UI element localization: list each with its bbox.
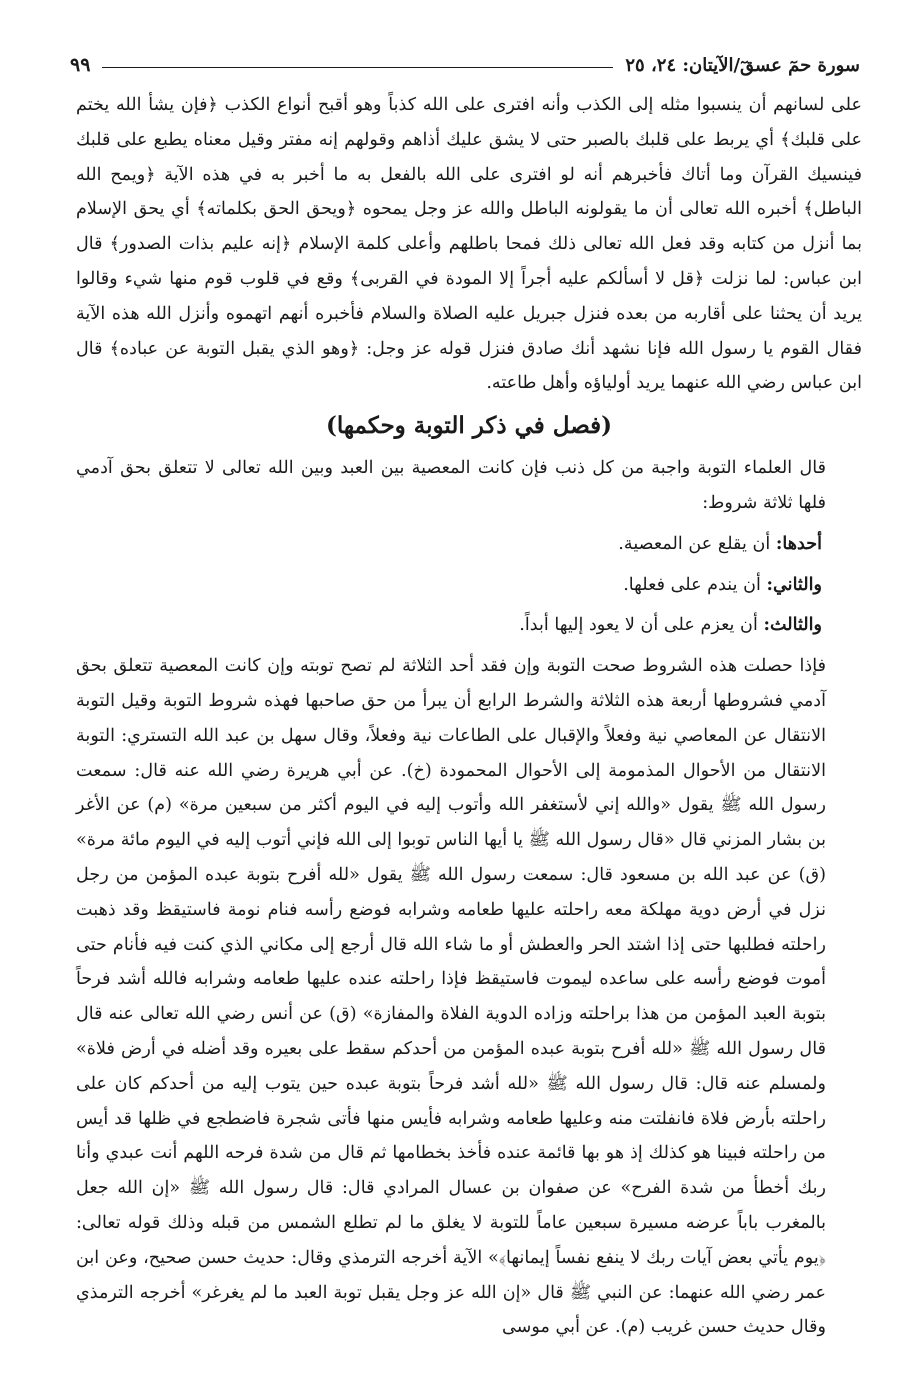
condition-item	[76, 608, 862, 643]
repentance-intro: قال العلماء التوبة واجبة من كل ذنب فإن كانت المعصية بين العبد وبين الله تعالى لا تتعلق بحق آدمي فلها ثلاثة شروط:	[76, 458, 826, 513]
header-rule	[102, 67, 613, 68]
main-paragraph: فإذا حصلت هذه الشروط صحت التوبة وإن فقد أحد الثلاثة لم تصح توبته وإن كانت المعصية تتعلق بحق آدمي فشروطها أربعة هذه الثلاثة والشرط الرابع أن يبرأ من حق صاحبها فهذه شروط التوبة وقيل التوبة الانتقال عن المعاصي نية وفعلاً والإقبال على الطاعات نية وفعلاً، وقال سهل بن عبد الله التستري: التوبة الانتقال من الأحوال المذمومة إلى الأحوال المحمودة (خ). عن أبي هريرة رضي الله عنه قال: سمعت رسول الله ﷺ يقول «والله إني لأستغفر الله وأتوب إليه في اليوم أكثر من سبعين مرة» (م) عن الأغر بن بشار المزني قال «قال رسول الله ﷺ يا أيها الناس توبوا إلى الله فإني أتوب إليه في اليوم مائة مرة» (ق) عن عبد الله بن مسعود قال: سمعت رسول الله ﷺ يقول «لله أفرح بتوبة عبده المؤمن من رجل نزل في أرض دوية مهلكة معه راحلته عليها طعامه وشرابه فوضع رأسه فنام نومة فاستيقظ وقد ذهبت راحلته فطلبها حتى إذا اشتد الحر والعطش أو ما شاء الله قال أرجع إلى مكاني الذي كنت فيه فأنام حتى أموت فوضع رأسه على ساعده ليموت فاستيقظ فإذا راحلته عنده عليها طعامه وشرابه فالله أشد فرحاً بتوبة العبد المؤمن من هذا براحلته وزاده الدوية الفلاة والمفازة» (ق) عن أنس رضي الله تعالى عنه قال قال رسول الله ﷺ «لله أفرح بتوبة عبده المؤمن من أحدكم سقط على بعيره وقد أضله في أرض فلاة» ولمسلم عنه قال: قال رسول الله ﷺ «لله أشد فرحاً بتوبة عبده حين يتوب إليه من أحدكم كان على راحلته بأرض فلاة فانفلتت منه وعليها طعامه وشرابه فأيس منها فأتى شجرة فاضطجع في ظلها قد أيس من راحلته فبينا هو كذلك إذ هو بها قائمة عنده فأخذ بخطامها ثم قال من شدة فرحه اللهم أنت عبدي وأنا ربك أخطأ من شدة الفرح» عن صفوان بن عسال المرادي قال: قال رسول الله ﷺ «إن الله جعل بالمغرب باباً عرضه مسيرة سبعين عاماً للتوبة لا يغلق ما لم تطلع الشمس من قبله وذلك قوله تعالى: ﴿يوم يأتي بعض آيات ربك لا ينفع نفساً إيمانها﴾» الآية أخرجه الترمذي وقال: حديث حسن صحيح، وعن ابن عمر رضي الله عنهما: عن النبي ﷺ قال «إن الله عز وجل يقبل توبة العبد ما لم يغرغر» أخرجه الترمذي وقال حديث حسن غريب (م). عن أبي موسى	[76, 656, 826, 1338]
condition-text: أن يندم على فعلها.	[623, 574, 761, 595]
page-number: ٩٩	[70, 54, 91, 76]
surah-title: سورة حمٓ عسقٓ/الآيتان: ٢٤، ٢٥	[625, 54, 860, 76]
condition-text: أن يقلع عن المعصية.	[618, 533, 771, 554]
condition-label: والثالث:	[763, 614, 822, 636]
condition-item	[76, 527, 862, 562]
page-header	[70, 48, 860, 82]
condition-label: أحدها:	[775, 532, 822, 554]
condition-label: والثاني:	[766, 573, 822, 595]
section-heading: (فصل في ذكر التوبة وحكمها)	[325, 412, 613, 440]
intro-paragraph: على لسانهم أن ينسبوا مثله إلى الكذب وأنه افترى على الله كذباً وهو أقبح أنواع الكذب ﴿فإن يشأ الله يختم على قلبك﴾ أي يربط على قلبك بالصبر حتى لا يشق عليك أذاهم وقولهم إنه مفتر وقيل معناه يطبع على قلبك فينسيك القرآن وما أتاك فأخبرهم أنه لو افترى على الله بالفعل به ما أخبر به في هذه الآية ﴿ويمح الله الباطل﴾ أخبره الله تعالى أن ما يقولونه الباطل والله عز وجل يمحوه ﴿ويحق الحق بكلماته﴾ أي يحق الإسلام بما أنزل من كتابه وقد فعل الله تعالى ذلك فمحا باطلهم وأعلى كلمة الإسلام ﴿إنه عليم بذات الصدور﴾ قال ابن عباس: لما نزلت ﴿قل لا أسألكم عليه أجراً إلا المودة في القربى﴾ وقع في قلوب قوم منها شيء وقالوا يريد أن يحثنا على أقاربه من بعده فنزل جبريل عليه الصلاة والسلام فأخبره أنهم اتهموه وأنزل الله هذه الآية فقال القوم يا رسول الله فإنا نشهد أنك صادق فنزل قوله عز وجل: ﴿وهو الذي يقبل التوبة عن عباده﴾ قال ابن عباس رضي الله عنهما يريد أولياؤه وأهل طاعته.	[76, 95, 862, 394]
condition-item	[76, 568, 862, 603]
page-body	[76, 88, 862, 1345]
condition-text: أن يعزم على أن لا يعود إليها أبداً.	[519, 615, 758, 636]
